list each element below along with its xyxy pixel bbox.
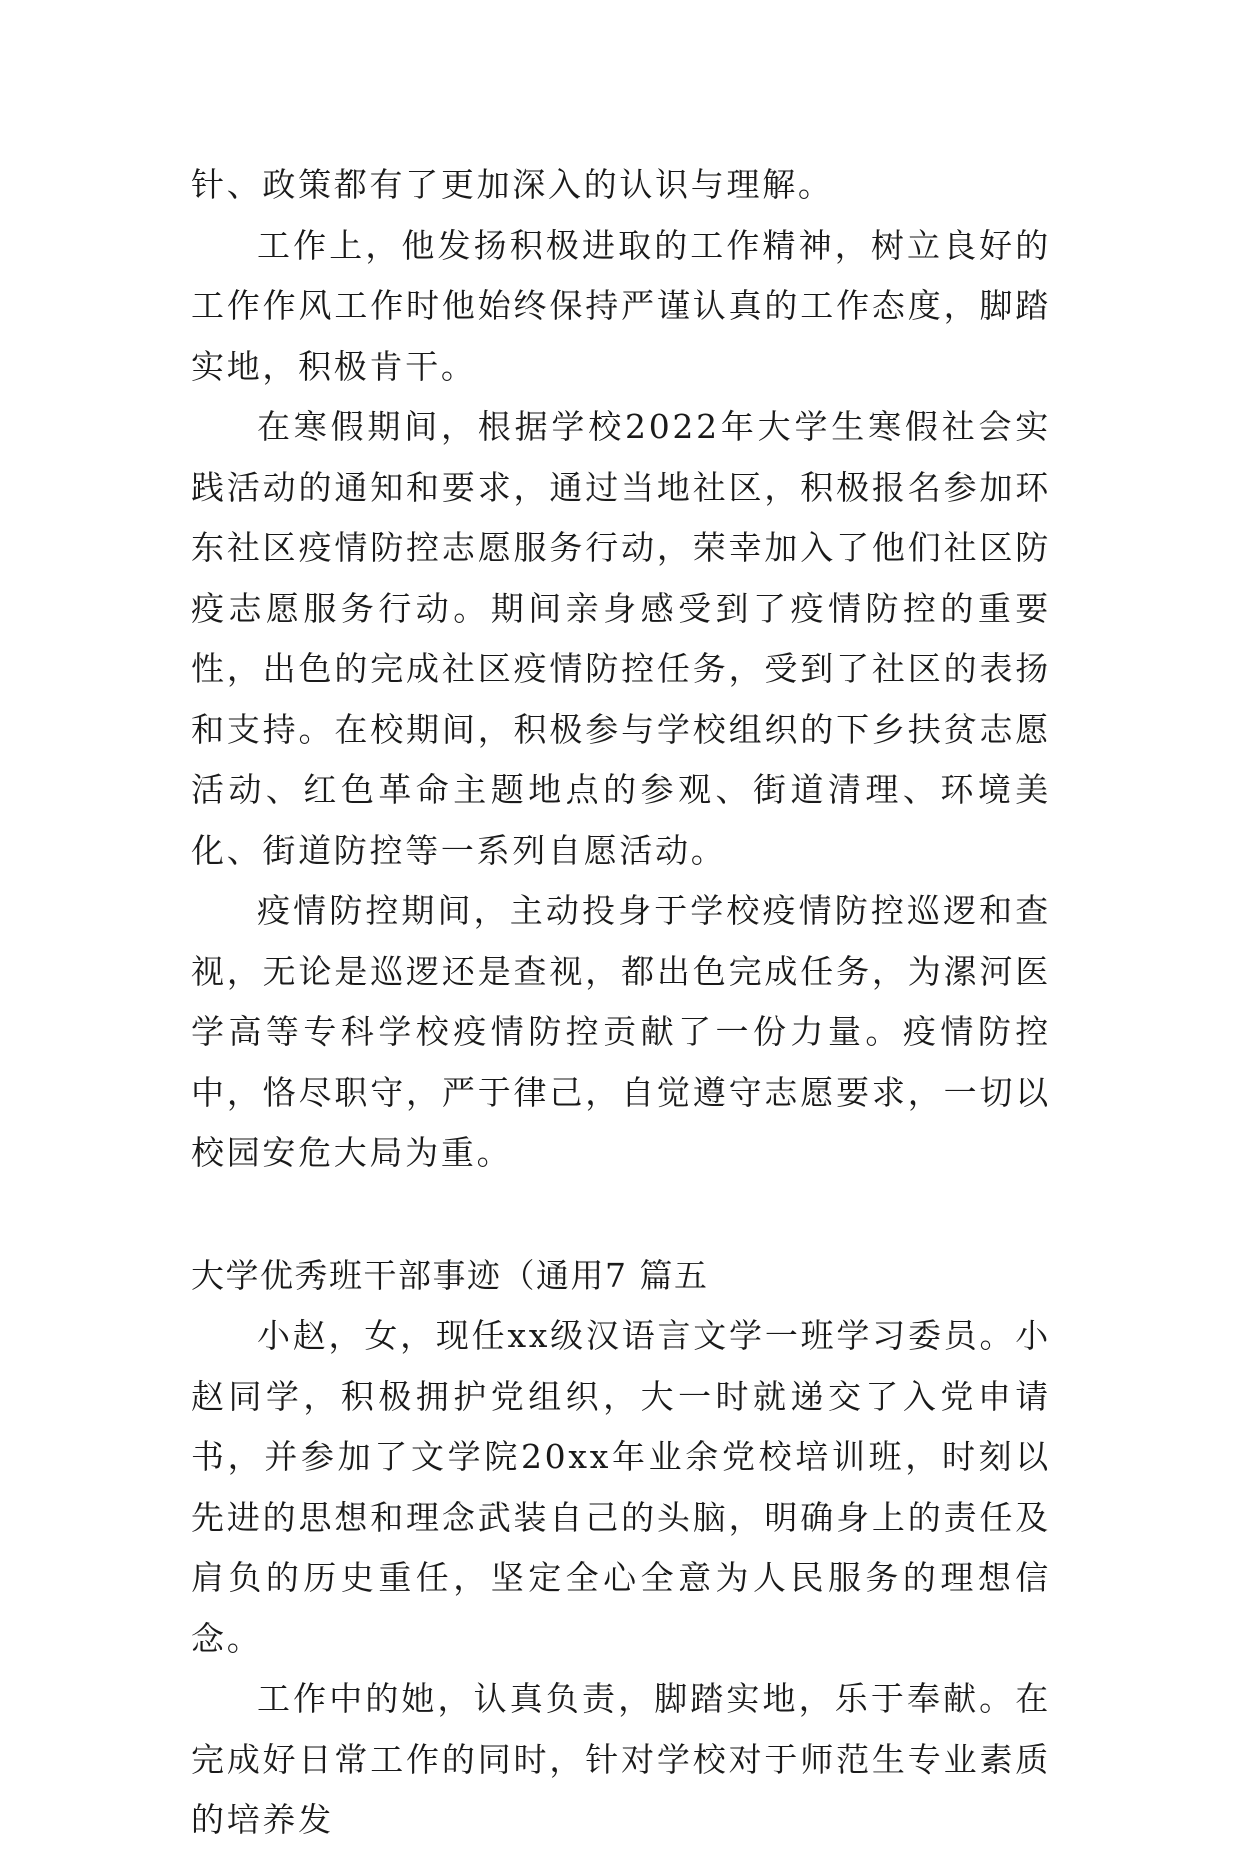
section-heading: 大学优秀班干部事迹（通用7 篇五 <box>191 1255 709 1295</box>
paragraph-work-attitude: 工作上，他发扬积极进取的工作精神，树立良好的工作作风工作时他始终保持严谨认真的工作态度，脚踏实地，积极肯干。 <box>191 225 1051 386</box>
paragraph-epidemic-patrol: 疫情防控期间，主动投身于学校疫情防控巡逻和查视，无论是巡逻还是查视，都出色完成任务，为漯河医学高等专科学校疫情防控贡献了一份力量。疫情防控中，恪尽职守，严于律己，自觉遵守志愿要求，一切以校园安危大局为重。 <box>191 891 1051 1172</box>
document-body <box>191 155 1051 1851</box>
paragraph-xiaozhao-work: 工作中的她，认真负责，脚踏实地，乐于奉献。在完成好日常工作的同时，针对学校对于师范生专业素质的培养发 <box>191 1679 1051 1839</box>
paragraph-continued: 针、政策都有了更加深入的认识与理解。 <box>191 165 834 204</box>
paragraph-winter-volunteer: 在寒假期间，根据学校2022年大学生寒假社会实践活动的通知和要求，通过当地社区，积极报名参加环东社区疫情防控志愿服务行动，荣幸加入了他们社区防疫志愿服务行动。期间亲身感受到了疫情防控的重要性，出色的完成社区疫情防控任务，受到了社区的表扬和支持。在校期间，积极参与学校组织的下乡扶贫志愿活动、红色革命主题地点的参观、街道清理、环境美化、街道防控等一系列自愿活动。 <box>191 407 1051 870</box>
paragraph-xiaozhao-intro: 小赵，女，现任xx级汉语言文学一班学习委员。小赵同学，积极拥护党组织，大一时就递交了入党申请书，并参加了文学院20xx年业余党校培训班，时刻以先进的思想和理念武装自己的头脑，明确身上的责任及肩负的历史重任，坚定全心全意为人民服务的理想信念。 <box>191 1316 1051 1658</box>
